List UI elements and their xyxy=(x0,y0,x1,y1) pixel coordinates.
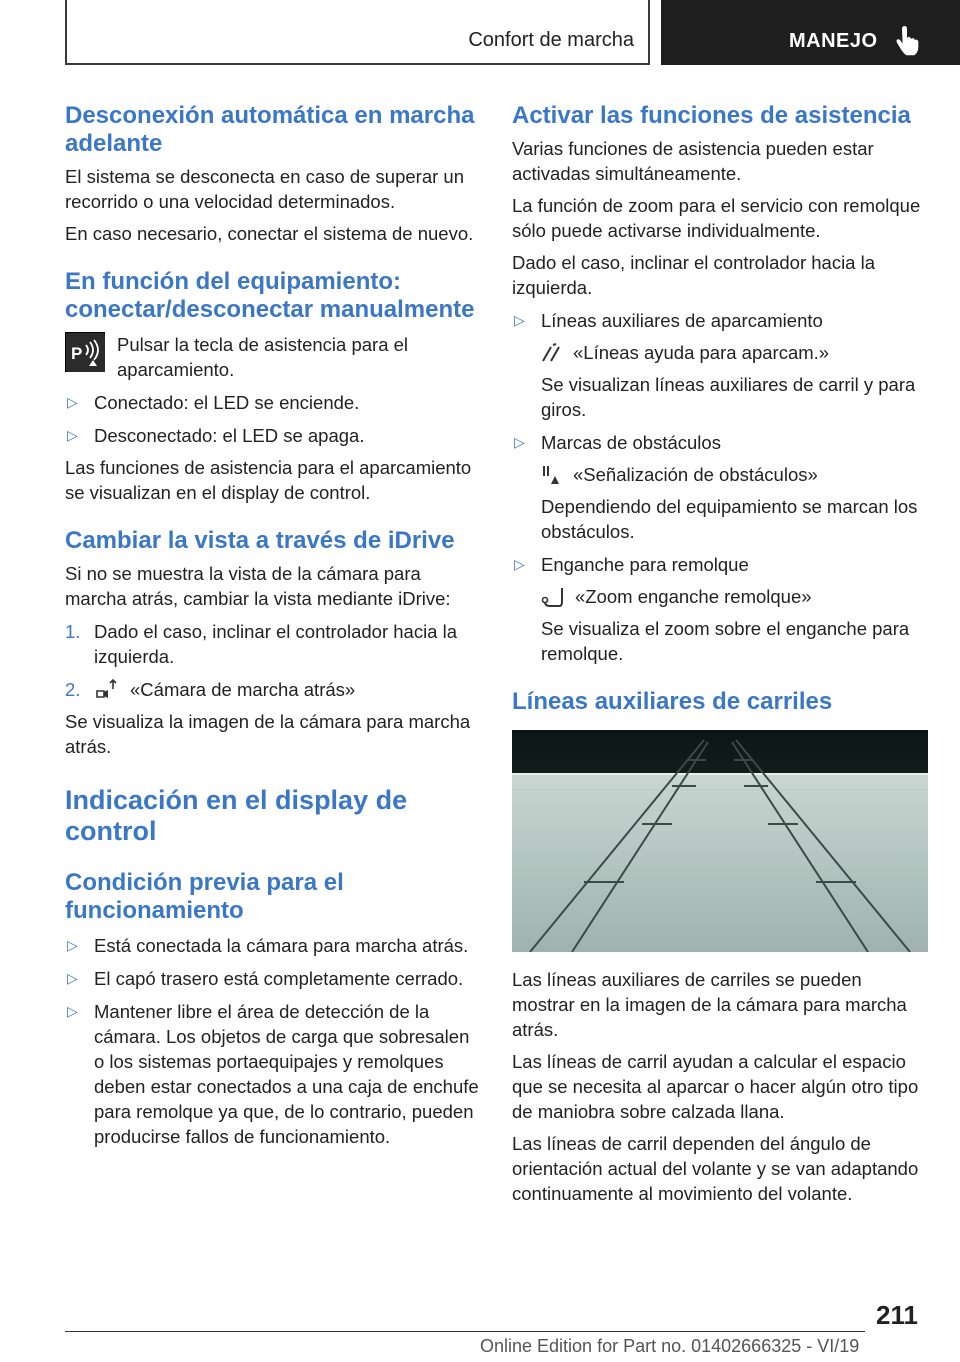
right-column xyxy=(512,102,928,1206)
list-item: ▷ Está conectada la cámara para marcha atrás. xyxy=(67,935,469,956)
condition-list xyxy=(65,933,480,1149)
list-item: 1. Dado el caso, inclinar el controlador hacia la izquierda. xyxy=(65,621,458,667)
triangle-bullet-icon: ▷ xyxy=(514,312,525,328)
triangle-bullet-icon: ▷ xyxy=(67,394,78,410)
heading-auto-off: Desconexión automática en marcha adelante xyxy=(65,102,475,157)
menu-entry: «Líneas ayuda para aparcam.» xyxy=(541,340,928,365)
svg-text:P: P xyxy=(71,344,83,363)
heading-condition: Condición previa para el funcionamiento xyxy=(65,869,344,924)
paragraph: Las funciones de asistencia para el aparcamiento se visualizan en el display de control. xyxy=(65,457,472,503)
functions-list xyxy=(512,308,928,666)
heading-lanes: Líneas auxiliares de carriles xyxy=(512,688,833,715)
triangle-bullet-icon: ▷ xyxy=(67,937,78,953)
list-item: ▷ Enganche para remolque «Zoom enganche remolque» Se visualiza el zoom sobre el enganche para remolque. xyxy=(512,552,928,666)
left-column xyxy=(65,102,480,1149)
led-list xyxy=(65,390,480,448)
section-tab xyxy=(65,0,650,65)
triangle-bullet-icon: ▷ xyxy=(67,427,78,443)
paragraph: Varias funciones de asistencia pueden estar activadas simultáneamente. xyxy=(512,138,874,184)
paragraph: La función de zoom para el servicio con remolque sólo puede activarse individualmente. xyxy=(512,195,921,241)
section-title: Confort de marcha xyxy=(468,29,634,51)
paragraph: En caso necesario, conectar el sistema de nuevo. xyxy=(65,223,474,244)
heading-idrive: Cambiar la vista a través de iDrive xyxy=(65,527,455,554)
triangle-bullet-icon: ▷ xyxy=(514,434,525,450)
steps-list xyxy=(65,619,480,702)
list-item: ▷ El capó trasero está completamente cerrado. xyxy=(67,968,464,989)
paragraph: Las líneas de carril dependen del ángulo de orientación actual del volante y se van adaptando continuamente al movimiento del volante. xyxy=(512,1133,919,1204)
heading-display: Indicación en el display de control xyxy=(65,785,408,846)
paragraph: Se visualiza la imagen de la cámara para marcha atrás. xyxy=(65,711,471,757)
hand-pointer-icon xyxy=(895,26,921,56)
triangle-bullet-icon: ▷ xyxy=(67,970,78,986)
triangle-bullet-icon: ▷ xyxy=(67,1003,78,1019)
paragraph: El sistema se desconecta en caso de superar un recorrido o una velocidad determinados. xyxy=(65,166,465,212)
assist-button-row xyxy=(65,332,480,382)
list-item: ▷ Desconectado: el LED se apaga. xyxy=(67,425,365,446)
tow-hitch-icon xyxy=(541,586,565,608)
parking-lines-icon xyxy=(541,343,563,363)
paragraph: Dado el caso, inclinar el controlador hacia la izquierda. xyxy=(512,252,876,298)
paragraph: Las líneas de carril ayudan a calcular el espacio que se necesita al aparcar o hacer algún otro tipo de maniobra sobre calzada llana. xyxy=(512,1051,919,1122)
footer-divider xyxy=(65,1331,865,1332)
paragraph: Si no se muestra la vista de la cámara para marcha atrás, cambiar la vista mediante iDrive: xyxy=(65,563,451,609)
heading-manual: En función del equipamiento: conectar/desconectar manualmente xyxy=(65,268,475,323)
menu-entry: «Zoom enganche remolque» xyxy=(541,584,928,609)
lane-lines-illustration xyxy=(512,730,928,952)
list-item: ▷ Líneas auxiliares de aparcamiento «Líneas ayuda para aparcam.» Se visualizan líneas auxiliares de carril y para giros. xyxy=(512,308,928,422)
list-item: ▷ Marcas de obstáculos «Señalización de obstáculos» Dependiendo del equipamiento se marcan los obstáculos. xyxy=(512,430,928,544)
list-item: 2. «Cámara de marcha atrás» xyxy=(65,679,356,700)
menu-entry: «Señalización de obstáculos» xyxy=(541,462,928,487)
list-item: ▷ Mantener libre el área de detección de la cámara. Los objetos de carga que sobresalen o los sistemas portaequipajes y remolques deben estar conectados a una caja de enchufe para remolque ya que, de lo contrario, pueden producirse fallos de funcionamiento. xyxy=(67,1001,479,1147)
obstacle-marks-icon xyxy=(541,464,563,486)
paragraph: Las líneas auxiliares de carriles se pueden mostrar en la imagen de la cámara para marcha atrás. xyxy=(512,969,907,1040)
page-number: 211 xyxy=(876,1300,918,1330)
chapter-title: MANEJO xyxy=(789,30,878,52)
triangle-bullet-icon: ▷ xyxy=(514,556,525,572)
park-assist-button-icon xyxy=(65,332,105,372)
footer-edition: Online Edition for Part no. 01402666325 - VI/19 xyxy=(480,1336,860,1356)
heading-activate: Activar las funciones de asistencia xyxy=(512,102,911,129)
list-item: ▷ Conectado: el LED se enciende. xyxy=(67,392,360,413)
rear-camera-icon xyxy=(94,679,122,701)
paragraph: Pulsar la tecla de asistencia para el aparcamiento. xyxy=(117,334,409,380)
